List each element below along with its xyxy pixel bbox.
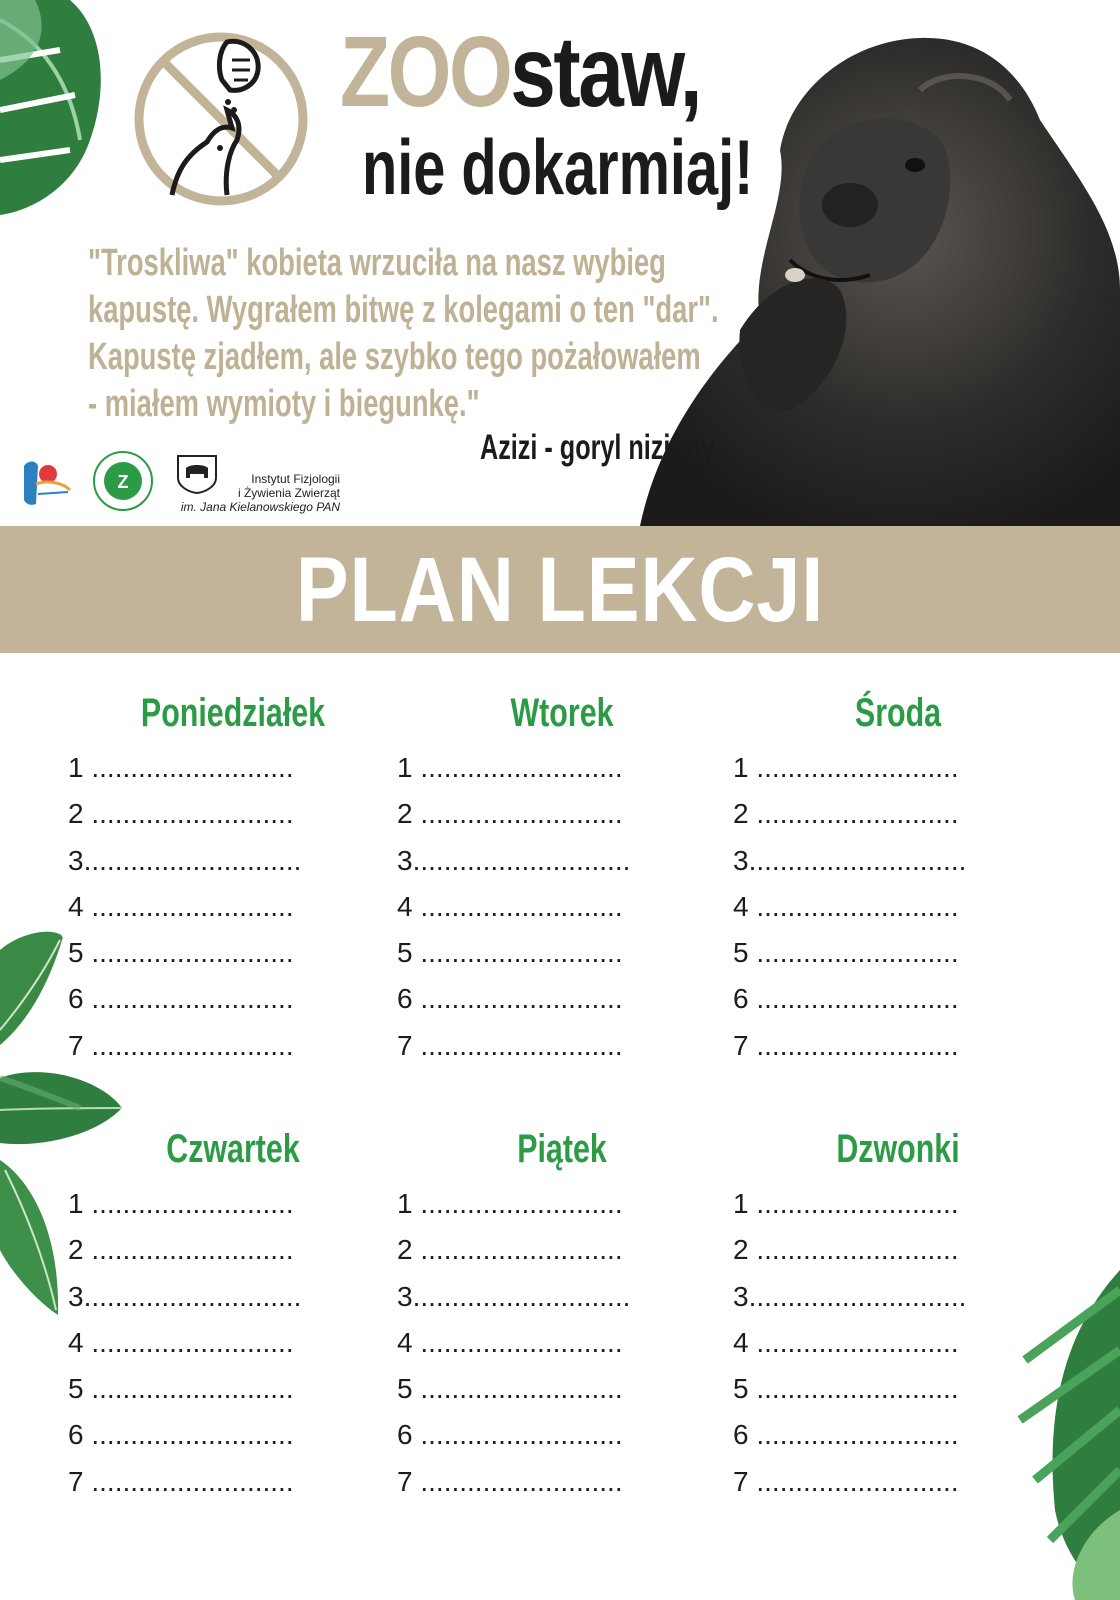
quote-line: - miałem wymioty i biegunkę." xyxy=(88,383,480,425)
lesson-slot: 4 .......................... xyxy=(68,890,294,922)
lesson-slot: 3............................ xyxy=(68,1280,302,1312)
lesson-slot: 5 .......................... xyxy=(397,1373,623,1405)
lesson-slot: 2 .......................... xyxy=(397,1234,623,1266)
lesson-slot: 1 .......................... xyxy=(733,752,959,783)
day-title: Dzwonki xyxy=(836,1127,960,1171)
day-wednesday xyxy=(733,688,1063,1072)
day-thursday xyxy=(68,1124,398,1508)
day-title: Piątek xyxy=(517,1127,607,1171)
lesson-slot: 4 .......................... xyxy=(733,890,959,922)
lesson-list xyxy=(733,748,1063,1072)
monstera-leaf-icon xyxy=(0,0,110,220)
bells-list xyxy=(733,1184,1063,1508)
bell-slot: 4 .......................... xyxy=(733,1326,959,1358)
lesson-slot: 2 .......................... xyxy=(68,798,294,830)
day-title: Wtorek xyxy=(510,691,614,735)
lesson-slot: 6 .......................... xyxy=(733,983,959,1015)
day-friday xyxy=(397,1124,727,1508)
lesson-list xyxy=(68,748,398,1072)
day-title: Środa xyxy=(854,691,942,735)
lesson-slot: 2 .......................... xyxy=(733,798,959,830)
lesson-slot: 5 .......................... xyxy=(733,937,959,969)
lesson-slot: 5 .......................... xyxy=(68,937,294,969)
bell-slot: 6 .......................... xyxy=(733,1419,959,1451)
day-tuesday xyxy=(397,688,727,1072)
lesson-slot: 6 .......................... xyxy=(68,1419,294,1451)
lesson-slot: 5 .......................... xyxy=(397,937,623,969)
lesson-list xyxy=(68,1184,398,1508)
quote-line: Kapustę zjadłem, ale szybko tego pożałowałem xyxy=(88,336,701,378)
no-feeding-icon xyxy=(132,30,310,208)
institute-line: im. Jana Kielanowskiego PAN xyxy=(180,500,340,514)
leaf-left-top-icon xyxy=(0,930,70,1050)
institute-name xyxy=(172,472,340,514)
lesson-slot: 7 .......................... xyxy=(733,1029,959,1061)
warsaw-zoo-logo-icon xyxy=(92,450,154,512)
day-monday xyxy=(68,688,398,1072)
institute-line: i Żywienia Zwierząt xyxy=(237,486,340,500)
title-subtitle: nie dokarmiaj! xyxy=(362,123,754,211)
lesson-slot: 7 .......................... xyxy=(68,1029,294,1061)
lesson-slot: 1 .......................... xyxy=(397,752,623,783)
leaf-left-bottom-icon xyxy=(0,1160,62,1320)
quote-signature: Azizi - goryl nizinny xyxy=(480,428,716,467)
lesson-slot: 1 .......................... xyxy=(397,1188,623,1219)
lesson-slot: 3............................ xyxy=(68,844,302,876)
lesson-slot: 7 .......................... xyxy=(68,1465,294,1497)
lesson-slot: 3............................ xyxy=(397,1280,631,1312)
institute-line: Instytut Fizjologii xyxy=(251,472,340,486)
bell-slot: 3............................ xyxy=(733,1280,967,1312)
lesson-slot: 1 .......................... xyxy=(68,1188,294,1219)
lesson-slot: 2 .......................... xyxy=(68,1234,294,1266)
lesson-slot: 7 .......................... xyxy=(397,1465,623,1497)
quote-line: kapustę. Wygrałem bitwę z kolegami o ten "dar". xyxy=(88,289,719,331)
lesson-slot: 5 .......................... xyxy=(68,1373,294,1405)
svg-text:Z: Z xyxy=(117,472,129,492)
lesson-slot: 3............................ xyxy=(733,844,967,876)
lesson-slot: 6 .......................... xyxy=(68,983,294,1015)
lesson-slot: 6 .......................... xyxy=(397,1419,623,1451)
lesson-list xyxy=(397,748,727,1072)
lesson-list xyxy=(397,1184,727,1508)
lesson-slot: 4 .......................... xyxy=(68,1326,294,1358)
lesson-slot: 6 .......................... xyxy=(397,983,623,1015)
lesson-slot: 7 .......................... xyxy=(397,1029,623,1061)
bells-schedule xyxy=(733,1124,1063,1508)
lesson-slot: 4 .......................... xyxy=(397,890,623,922)
title-staw-part: staw, xyxy=(510,16,701,128)
quote-line: "Troskliwa" kobieta wrzuciła na nasz wybieg xyxy=(88,242,666,284)
lesson-slot: 1 .......................... xyxy=(68,752,294,783)
lesson-slot: 4 .......................... xyxy=(397,1326,623,1358)
banner-title: PLAN LEKCJI xyxy=(295,539,825,641)
zapomniane-logo-icon xyxy=(18,456,74,512)
lesson-slot: 3............................ xyxy=(397,844,631,876)
lesson-slot: 2 .......................... xyxy=(397,798,623,830)
quote xyxy=(88,240,719,428)
title-zoo-part: ZOO xyxy=(340,16,511,128)
bell-slot: 1 .......................... xyxy=(733,1188,959,1219)
day-title: Poniedziałek xyxy=(140,691,326,735)
bell-slot: 7 .......................... xyxy=(733,1465,959,1497)
bell-slot: 2 .......................... xyxy=(733,1234,959,1266)
bell-slot: 5 .......................... xyxy=(733,1373,959,1405)
day-title: Czwartek xyxy=(166,1127,300,1171)
